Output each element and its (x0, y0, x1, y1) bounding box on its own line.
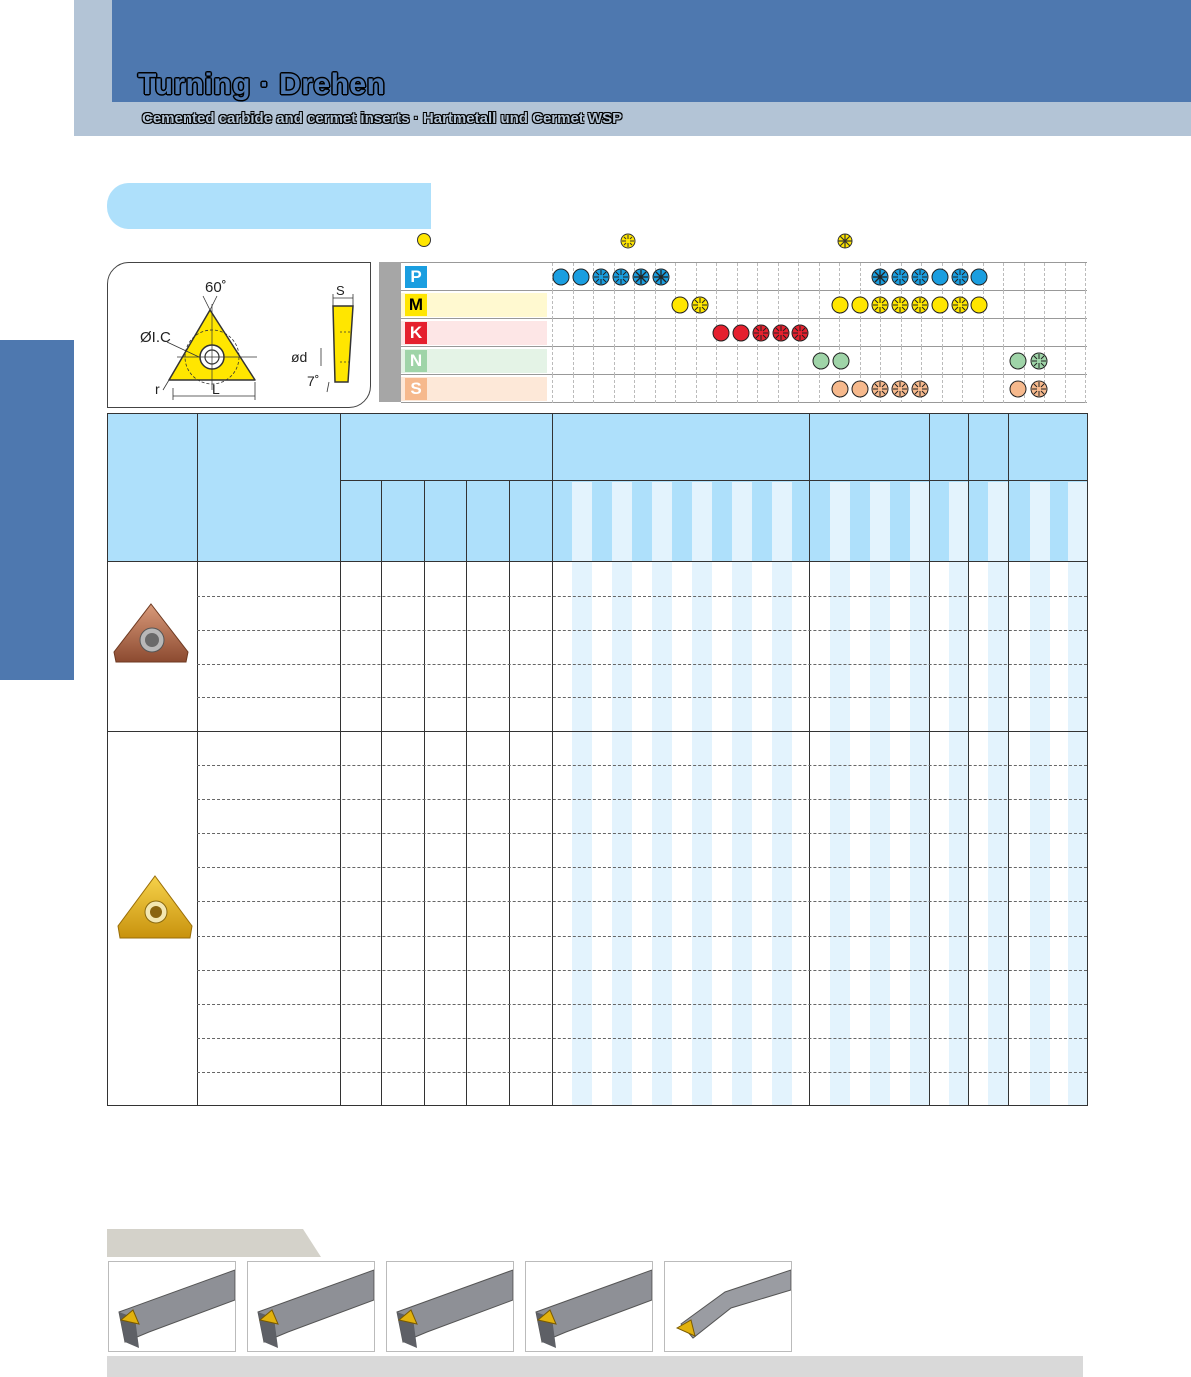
d-label: ød (291, 349, 308, 365)
grade-dot (592, 268, 610, 286)
material-letter: M (405, 294, 427, 316)
toolholder-image (386, 1261, 514, 1352)
table-col-line (381, 481, 382, 1105)
material-grid-line (1085, 375, 1086, 403)
material-grid-line (860, 263, 861, 291)
table-row-line (197, 970, 1087, 971)
material-grid-line (962, 347, 963, 375)
grade-dot (832, 352, 850, 370)
grade-dot (1030, 380, 1048, 398)
table-subheader-line (340, 480, 1087, 481)
table-col-line (968, 414, 969, 1105)
material-grid-line (1024, 319, 1025, 347)
material-grid-line (798, 347, 799, 375)
material-grid-line (716, 263, 717, 291)
table-header-bg (108, 414, 1087, 561)
material-grid-line (1065, 263, 1066, 291)
material-grid-line (552, 347, 553, 375)
material-grid-line (860, 347, 861, 375)
table-col-line (509, 481, 510, 1105)
material-grid-line (552, 375, 553, 403)
s-label: S (336, 283, 345, 298)
material-grid-line (737, 291, 738, 319)
material-letter: S (405, 378, 427, 400)
material-grid-line (573, 347, 574, 375)
material-letter: P (405, 266, 427, 288)
table-group-divider (108, 731, 1087, 732)
material-grid-line (1065, 291, 1066, 319)
material-grid-line (1065, 319, 1066, 347)
header-stripe (692, 482, 712, 561)
material-grid-line (655, 319, 656, 347)
material-grid-line (778, 263, 779, 291)
grade-dot (911, 296, 929, 314)
grade-dot (1030, 352, 1048, 370)
material-grey-bar (379, 262, 401, 402)
material-grid-line (1065, 347, 1066, 375)
grade-dot (652, 268, 670, 286)
table-row-line (197, 765, 1087, 766)
material-grid-line (880, 347, 881, 375)
grade-dot (691, 296, 709, 314)
material-grid-line (593, 375, 594, 403)
material-grid-line (819, 375, 820, 403)
material-grid-line (839, 263, 840, 291)
material-letter: N (405, 350, 427, 372)
material-grid-line (614, 291, 615, 319)
material-grid-line (942, 375, 943, 403)
material-grid-line (614, 375, 615, 403)
table-row-line (197, 867, 1087, 868)
table-col-line (466, 481, 467, 1105)
grade-dot (572, 268, 590, 286)
table-row-line (197, 901, 1087, 902)
material-grid-line (716, 291, 717, 319)
toolholder-image (525, 1261, 653, 1352)
material-grid-line (757, 291, 758, 319)
toolholder-tab (107, 1229, 321, 1257)
material-grid-line (798, 291, 799, 319)
legend-cermet-icon (837, 233, 853, 249)
material-grid-line (573, 319, 574, 347)
material-grid-line (1085, 319, 1086, 347)
table-col-line (424, 481, 425, 1105)
header-stripe (870, 482, 890, 561)
material-grid-line (942, 347, 943, 375)
material-grid-line (860, 319, 861, 347)
grade-dot (752, 324, 770, 342)
header-left-strip (74, 0, 112, 136)
grade-dot (732, 324, 750, 342)
material-grid-line (552, 319, 553, 347)
grade-dot (632, 268, 650, 286)
page-subtitle: Cemented carbide and cermet inserts · Hartmetall und Cermet WSP (142, 110, 623, 127)
material-grid-line (614, 319, 615, 347)
material-grid-line (839, 319, 840, 347)
material-grid-line (1085, 263, 1086, 291)
material-grid-line (696, 347, 697, 375)
grade-dot (791, 324, 809, 342)
material-grid-line (737, 263, 738, 291)
table-row-line (197, 697, 1087, 698)
legend-plain-icon (417, 233, 431, 247)
grade-dot (831, 296, 849, 314)
grade-dot (1009, 352, 1027, 370)
material-letter: K (405, 322, 427, 344)
ic-label: ØI.C (140, 329, 171, 346)
material-grid-line (675, 319, 676, 347)
side-tab (0, 340, 74, 680)
header-stripe (612, 482, 632, 561)
grade-dot (812, 352, 830, 370)
material-grid-line (819, 263, 820, 291)
table-row-line (197, 1038, 1087, 1039)
material-grid-line (901, 347, 902, 375)
r-label: r (155, 381, 160, 397)
material-grid-line (942, 319, 943, 347)
grade-dot (552, 268, 570, 286)
material-grid-line (573, 291, 574, 319)
material-grid-line (655, 291, 656, 319)
insert-diagram (107, 262, 371, 408)
material-grid-line (552, 291, 553, 319)
table-row-line (197, 630, 1087, 631)
toolholder-drawing (665, 1262, 791, 1351)
material-grid-line (983, 375, 984, 403)
toolholder-drawing (526, 1262, 652, 1351)
toolholder-drawing (387, 1262, 513, 1351)
grade-dot (772, 324, 790, 342)
header-stripe (732, 482, 752, 561)
material-grid-line (634, 291, 635, 319)
clearance-label: 7˚ (307, 373, 320, 389)
section-pill (107, 183, 431, 229)
table-col-line (1008, 414, 1009, 1105)
table-row-line (197, 664, 1087, 665)
material-grid-line (655, 375, 656, 403)
table-header-bottom (108, 561, 1087, 562)
table-row-line (197, 833, 1087, 834)
material-grid-line (614, 347, 615, 375)
grade-dot (970, 268, 988, 286)
material-grid-line (983, 347, 984, 375)
material-grid-line (901, 319, 902, 347)
material-grid-line (716, 375, 717, 403)
material-grid-line (1044, 291, 1045, 319)
grade-dot (871, 296, 889, 314)
table-col-line (552, 414, 553, 1105)
grade-dot (871, 268, 889, 286)
material-grid-line (675, 347, 676, 375)
material-grid-line (778, 291, 779, 319)
grade-dot (612, 268, 630, 286)
header-stripe (772, 482, 792, 561)
insert-drawing (107, 262, 371, 408)
toolholder-image (108, 1261, 236, 1352)
material-grid-line (1003, 263, 1004, 291)
footer-bar (107, 1356, 1083, 1377)
grade-dot (891, 296, 909, 314)
material-grid-line (1003, 375, 1004, 403)
grade-dot (911, 268, 929, 286)
grade-dot (831, 380, 849, 398)
material-grid-line (921, 319, 922, 347)
grade-dot (891, 380, 909, 398)
insert-photo-cermet (116, 874, 194, 942)
material-grid-line (1003, 347, 1004, 375)
table-col-line (340, 414, 341, 1105)
header-stripe (988, 482, 1008, 561)
material-grid-line (1044, 263, 1045, 291)
material-grid-line (1003, 319, 1004, 347)
material-grid-line (593, 347, 594, 375)
grade-dot (970, 296, 988, 314)
material-grid-line (1085, 347, 1086, 375)
table-col-line (809, 414, 810, 1105)
grade-dot (851, 296, 869, 314)
table-row-line (197, 936, 1087, 937)
l-label: L (212, 381, 220, 397)
table-row-line (197, 799, 1087, 800)
material-grid-line (696, 375, 697, 403)
grade-dot (931, 268, 949, 286)
material-grid-line (1024, 291, 1025, 319)
material-grid-line (675, 375, 676, 403)
material-grid-line (634, 375, 635, 403)
grade-dot (951, 296, 969, 314)
legend-coated-icon (620, 233, 636, 249)
grade-dot (951, 268, 969, 286)
material-grid-line (655, 347, 656, 375)
material-grid-line (1003, 291, 1004, 319)
material-grid-line (757, 375, 758, 403)
material-grid-line (737, 347, 738, 375)
material-grid-line (573, 375, 574, 403)
material-grid-line (983, 319, 984, 347)
material-grid-line (716, 347, 717, 375)
material-grid-line (696, 263, 697, 291)
grade-dot (931, 296, 949, 314)
material-grid-line (962, 319, 963, 347)
material-grid-line (819, 291, 820, 319)
material-grid-line (798, 263, 799, 291)
table-col-line (197, 414, 198, 1105)
material-grid-line (1065, 375, 1066, 403)
material-grid-line (634, 319, 635, 347)
table-row-line (197, 1004, 1087, 1005)
header-stripe (1030, 482, 1050, 561)
material-grid-line (593, 319, 594, 347)
material-grid-line (1044, 319, 1045, 347)
table-col-line (929, 414, 930, 1105)
material-grid-line (778, 347, 779, 375)
header-stripe (652, 482, 672, 561)
insert-photo-coated (112, 600, 190, 666)
material-grid-line (1085, 291, 1086, 319)
material-grid-line (921, 347, 922, 375)
table-row-line (197, 1072, 1087, 1073)
grade-dot (891, 268, 909, 286)
material-grid-line (737, 375, 738, 403)
header-stripe (910, 482, 930, 561)
material-grid-line (593, 291, 594, 319)
page-title: Turning · Drehen (138, 68, 386, 101)
material-grid-line (798, 375, 799, 403)
toolholder-drawing (109, 1262, 235, 1351)
grade-dot (911, 380, 929, 398)
grade-dot (851, 380, 869, 398)
header-stripe (1068, 482, 1087, 561)
toolholder-drawing (248, 1262, 374, 1351)
angle-label: 60˚ (205, 279, 227, 296)
grade-dot (871, 380, 889, 398)
toolholder-image (247, 1261, 375, 1352)
header-stripe (949, 482, 969, 561)
material-grid-line (675, 263, 676, 291)
material-grid-line (757, 263, 758, 291)
grade-dot (1009, 380, 1027, 398)
table-row-line (197, 596, 1087, 597)
material-grid-line (1024, 263, 1025, 291)
material-grid-line (819, 319, 820, 347)
material-grid-line (962, 375, 963, 403)
material-grid-line (634, 347, 635, 375)
grade-dot (671, 296, 689, 314)
grade-dot (712, 324, 730, 342)
material-grid-line (696, 319, 697, 347)
material-grid-line (778, 375, 779, 403)
header-stripe (830, 482, 850, 561)
header-stripe (572, 482, 592, 561)
material-grid-line (757, 347, 758, 375)
material-grid-line (880, 319, 881, 347)
toolholder-image (664, 1261, 792, 1352)
